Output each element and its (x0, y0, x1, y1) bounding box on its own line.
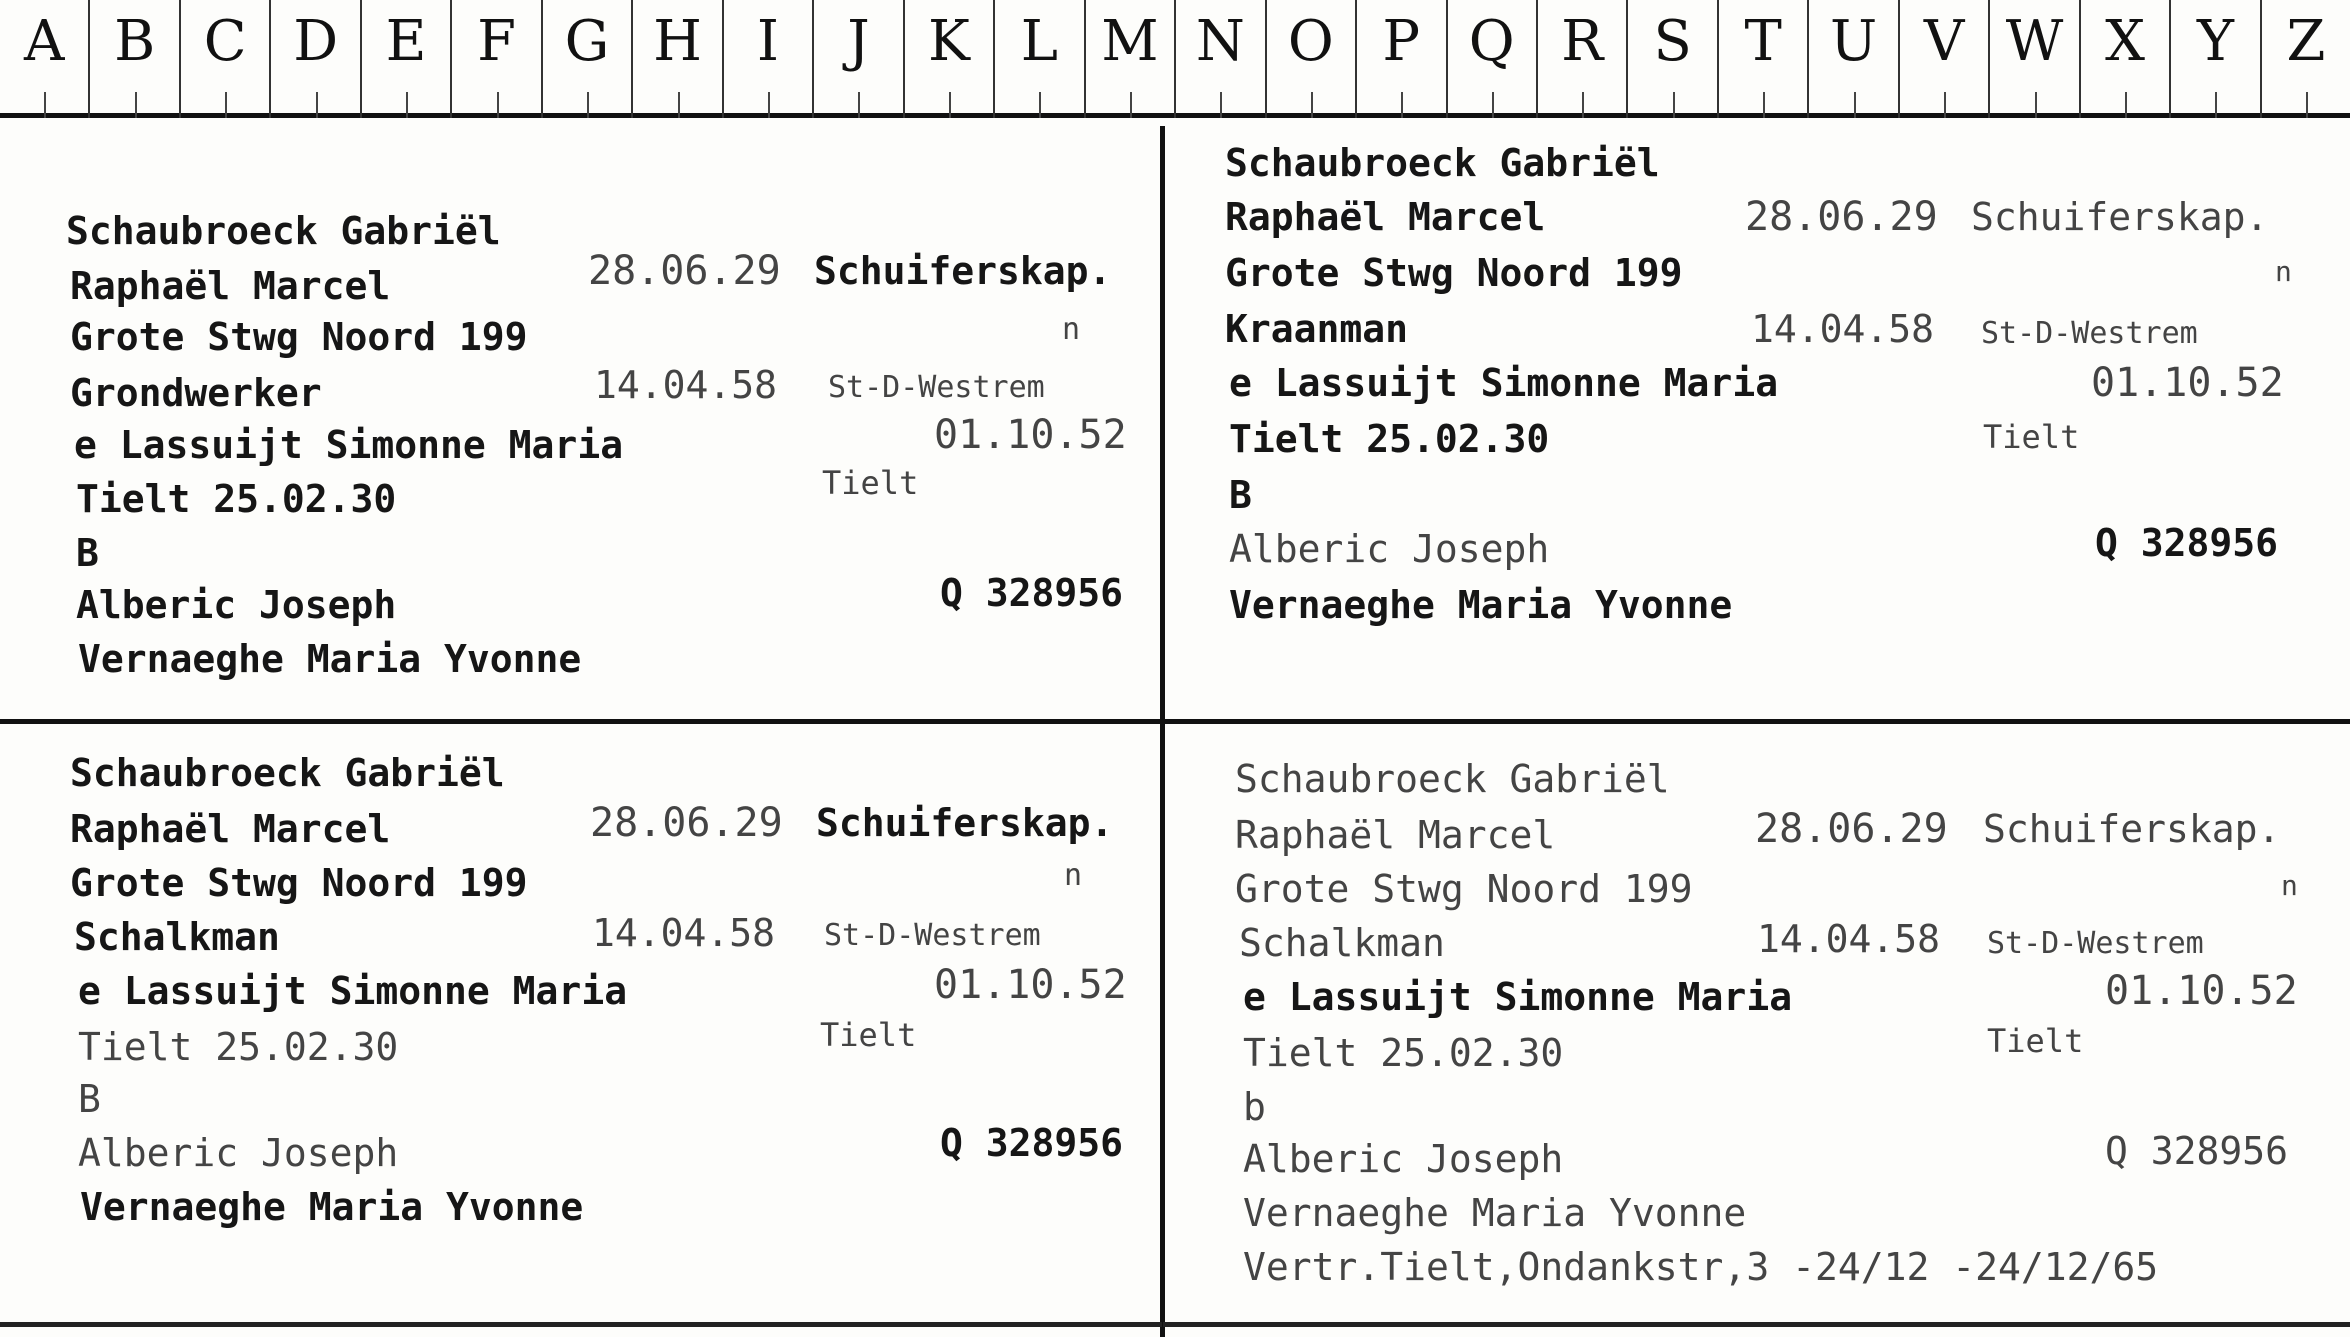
alphabet-tab-c[interactable] (181, 0, 271, 118)
card-spouse-birth: Tielt 25.02.30 (76, 477, 397, 521)
card-address: Grote Stwg Noord 199 (1235, 867, 1693, 911)
alphabet-letter: F (477, 9, 516, 74)
card-place-2: St-D-Westrem (824, 918, 1041, 953)
record-card-top-left (0, 126, 1160, 719)
alphabet-tab-a[interactable] (0, 0, 90, 118)
card-date-3: 01.10.52 (934, 962, 1127, 1008)
alphabet-tab-t[interactable] (1719, 0, 1809, 118)
card-spouse: e Lassuijt Simonne Maria (1243, 975, 1793, 1019)
card-given-names: Raphaël Marcel (1225, 195, 1546, 239)
alphabet-tab-s[interactable] (1628, 0, 1718, 118)
card-mark: n (1064, 858, 1083, 893)
alphabet-tab-w[interactable] (1990, 0, 2080, 118)
card-spouse: e Lassuijt Simonne Maria (74, 423, 624, 467)
card-grid-bottom-edge (0, 1322, 1162, 1327)
alphabet-letter: E (385, 9, 427, 74)
alphabet-tab-k[interactable] (905, 0, 995, 118)
card-address: Grote Stwg Noord 199 (70, 861, 528, 905)
card-birth-place: Schuiferskap. (814, 249, 1112, 293)
card-number: Q 328956 (940, 1121, 1124, 1165)
card-mark: n (1062, 312, 1081, 347)
card-spouse: e Lassuijt Simonne Maria (78, 969, 628, 1013)
card-spouse-birth: Tielt 25.02.30 (1229, 417, 1550, 461)
card-occupation: Kraanman (1225, 307, 1409, 351)
card-place-2: St-D-Westrem (1987, 926, 2204, 961)
card-given-names: Raphaël Marcel (70, 264, 391, 308)
alphabet-letter: S (1653, 9, 1692, 74)
card-spouse-place: Tielt (1983, 418, 2080, 456)
alphabet-letter: U (1830, 9, 1878, 74)
card-given-names: Raphaël Marcel (70, 807, 391, 851)
card-category: B (1229, 473, 1252, 517)
alphabet-tab-p[interactable] (1357, 0, 1447, 118)
alphabet-tab-z[interactable] (2262, 0, 2350, 118)
card-spouse-place: Tielt (1987, 1022, 2084, 1060)
card-category: B (78, 1077, 101, 1121)
card-birth-place: Schuiferskap. (816, 801, 1114, 845)
card-mark: n (2281, 869, 2298, 902)
card-number: Q 328956 (940, 571, 1124, 615)
card-birth-date: 28.06.29 (590, 800, 783, 846)
alphabet-letter: K (928, 9, 970, 74)
alphabet-tab-h[interactable] (633, 0, 723, 118)
alphabet-letter: T (1744, 9, 1782, 74)
card-occupation: Schalkman (74, 915, 280, 959)
card-surname-line: Schaubroeck Gabriël (1225, 141, 1660, 185)
alphabet-tab-x[interactable] (2081, 0, 2171, 118)
record-card-bottom-right (1165, 724, 2350, 1322)
card-spouse-place: Tielt (820, 1016, 917, 1054)
card-birth-place: Schuiferskap. (1983, 807, 2281, 851)
alphabet-letter: Q (1468, 9, 1515, 74)
card-place-2: St-D-Westrem (1981, 316, 2198, 351)
card-category: B (76, 531, 99, 575)
alphabet-letter: D (293, 9, 339, 74)
card-spouse-birth: Tielt 25.02.30 (1243, 1031, 1564, 1075)
card-birth-date: 28.06.29 (1755, 806, 1948, 852)
card-birth-place: Schuiferskap. (1971, 195, 2269, 239)
card-surname-line: Schaubroeck Gabriël (66, 209, 501, 253)
card-date-3: 01.10.52 (934, 412, 1127, 458)
alphabet-letter: R (1561, 9, 1604, 74)
alphabet-tab-j[interactable] (814, 0, 904, 118)
card-birth-date: 28.06.29 (1745, 194, 1938, 240)
card-spouse: e Lassuijt Simonne Maria (1229, 361, 1779, 405)
card-spouse-place: Tielt (822, 464, 919, 502)
alphabet-tab-m[interactable] (1086, 0, 1176, 118)
alphabet-letter: V (1923, 9, 1965, 74)
alphabet-tab-g[interactable] (543, 0, 633, 118)
card-given-names: Raphaël Marcel (1235, 813, 1556, 857)
card-spouse-birth: Tielt 25.02.30 (78, 1025, 399, 1069)
alphabet-letter: M (1101, 9, 1159, 74)
alphabet-letter: N (1195, 9, 1245, 74)
alphabet-letter: J (847, 9, 870, 74)
card-occupation: Grondwerker (70, 371, 322, 415)
card-address: Grote Stwg Noord 199 (1225, 251, 1683, 295)
alphabet-letter: C (203, 9, 247, 74)
alphabet-tab-b[interactable] (90, 0, 180, 118)
alphabet-letter: O (1287, 9, 1334, 74)
alphabet-tab-u[interactable] (1809, 0, 1899, 118)
card-category: b (1243, 1085, 1266, 1129)
alphabet-letter: W (2005, 9, 2064, 74)
alphabet-letter: L (1020, 9, 1058, 74)
alphabet-tab-o[interactable] (1267, 0, 1357, 118)
card-date-3: 01.10.52 (2105, 968, 2298, 1014)
card-number: Q 328956 (2105, 1129, 2289, 1173)
card-extra: Vertr.Tielt,Ondankstr,3 -24/12 -24/12/65 (1243, 1245, 2159, 1289)
card-mother: Vernaeghe Maria Yvonne (78, 637, 582, 681)
alphabet-letter: A (24, 9, 65, 74)
card-mother: Vernaeghe Maria Yvonne (1243, 1191, 1747, 1235)
card-mother: Vernaeghe Maria Yvonne (1229, 583, 1733, 627)
card-address: Grote Stwg Noord 199 (70, 315, 528, 359)
alphabet-tab-i[interactable] (724, 0, 814, 118)
record-card-bottom-left (0, 724, 1160, 1322)
alphabet-letter: Z (2286, 9, 2326, 74)
alphabet-index-strip (0, 0, 2350, 118)
alphabet-tab-n[interactable] (1176, 0, 1266, 118)
record-card-top-right (1165, 126, 2350, 719)
card-surname-line: Schaubroeck Gabriël (70, 751, 505, 795)
card-grid-bottom-edge (1163, 1322, 2350, 1327)
alphabet-tab-d[interactable] (271, 0, 361, 118)
alphabet-tab-q[interactable] (1448, 0, 1538, 118)
alphabet-tab-y[interactable] (2171, 0, 2261, 118)
alphabet-tab-l[interactable] (995, 0, 1085, 118)
card-father: Alberic Joseph (78, 1131, 399, 1175)
card-birth-date: 28.06.29 (588, 248, 781, 294)
card-mark: n (2275, 255, 2292, 288)
alphabet-tab-e[interactable] (362, 0, 452, 118)
alphabet-letter: Y (2197, 9, 2234, 74)
card-date-2: 14.04.58 (592, 911, 776, 955)
card-surname-line: Schaubroeck Gabriël (1235, 757, 1670, 801)
alphabet-letter: H (653, 9, 702, 74)
alphabet-tab-f[interactable] (452, 0, 542, 118)
card-date-2: 14.04.58 (594, 363, 778, 407)
card-mother: Vernaeghe Maria Yvonne (80, 1185, 584, 1229)
alphabet-tab-r[interactable] (1538, 0, 1628, 118)
card-place-2: St-D-Westrem (828, 370, 1045, 405)
card-date-3: 01.10.52 (2091, 360, 2284, 406)
card-father: Alberic Joseph (1243, 1137, 1564, 1181)
alphabet-letter: P (1382, 9, 1421, 74)
card-father: Alberic Joseph (1229, 527, 1550, 571)
card-date-2: 14.04.58 (1757, 917, 1941, 961)
card-date-2: 14.04.58 (1751, 307, 1935, 351)
card-occupation: Schalkman (1239, 921, 1445, 965)
card-father: Alberic Joseph (76, 583, 397, 627)
card-number: Q 328956 (2095, 521, 2279, 565)
alphabet-letter: G (564, 9, 610, 74)
alphabet-letter: X (2105, 9, 2145, 74)
alphabet-tab-v[interactable] (1900, 0, 1990, 118)
alphabet-letter: B (114, 9, 156, 74)
alphabet-letter: I (756, 9, 780, 74)
